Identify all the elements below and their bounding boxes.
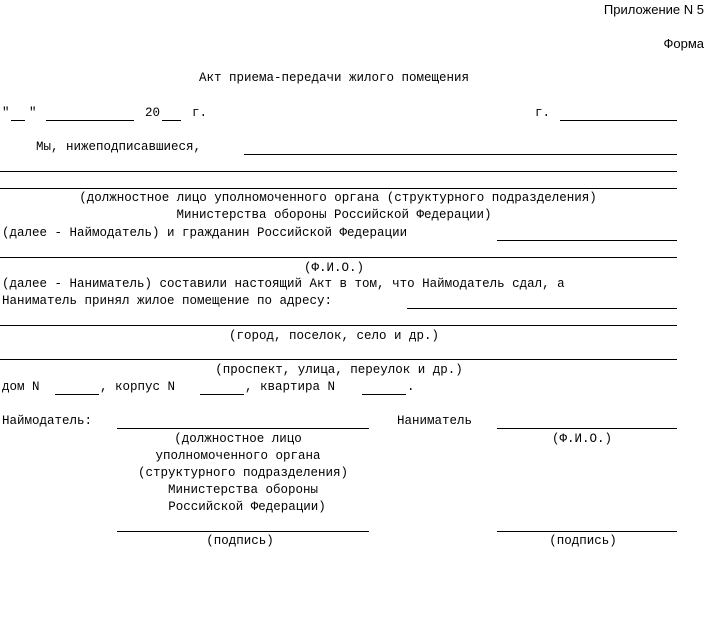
landlord-name-field[interactable] [117, 428, 369, 429]
tenant-signature-caption: (подпись) [549, 534, 617, 548]
landlord-caption-line-2: уполномоченного органа [155, 449, 321, 463]
city-field[interactable] [560, 120, 677, 121]
year-field[interactable] [162, 120, 181, 121]
official-caption-2: Министерства обороны Российской Федерации) [176, 208, 492, 222]
landlord-caption-line-3: (структурного подразделения) [137, 466, 349, 480]
landlord-caption-line-5: Российской Федерации) [168, 500, 326, 514]
official-caption-1: (должностное лицо уполномоченного органа (структурного подразделения) [79, 191, 597, 205]
address-field[interactable] [407, 308, 677, 309]
landlord-label: Наймодатель: [2, 414, 93, 428]
tenant-fio-caption: (Ф.И.О.) [551, 432, 613, 446]
city-caption: (город, поселок, село и др.) [228, 329, 440, 343]
tenant-text-1: (далее - Наниматель) составили настоящий Акт в том, что Наймодатель сдал, а [2, 277, 565, 291]
house-label: дом N [2, 380, 40, 394]
house-line-end: . [407, 380, 415, 394]
tenant-signature-field[interactable] [497, 531, 677, 532]
fio-caption: (Ф.И.О.) [303, 261, 365, 275]
year-suffix: г. [192, 106, 208, 120]
month-field[interactable] [46, 120, 134, 121]
street-caption: (проспект, улица, переулок и др.) [215, 363, 463, 377]
tenant-text-2: Наниматель принял жилое помещение по адресу: [2, 294, 333, 308]
landlord-citizen-text: (далее - Наймодатель) и гражданин Российской Федерации [2, 226, 408, 240]
apartment-number-field[interactable] [362, 394, 406, 395]
appendix-label: Приложение N 5 [603, 2, 704, 17]
tenant-name-field[interactable] [497, 428, 677, 429]
landlord-caption-line-4: Министерства обороны [167, 483, 319, 497]
apartment-label: , квартира N [245, 380, 336, 394]
landlord-signature-field[interactable] [117, 531, 369, 532]
citizen-name-line-2[interactable] [0, 257, 677, 258]
official-name-line-2[interactable] [0, 171, 677, 172]
landlord-signature-caption: (подпись) [206, 534, 274, 548]
day-field[interactable] [11, 120, 25, 121]
date-quote-close: " [29, 106, 37, 120]
house-number-field[interactable] [55, 394, 99, 395]
official-name-field[interactable] [244, 154, 677, 155]
building-number-field[interactable] [200, 394, 244, 395]
official-name-line-3[interactable] [0, 188, 677, 189]
landlord-caption-line-1: (должностное лицо [174, 432, 302, 446]
city-address-line[interactable] [0, 325, 677, 326]
tenant-label: Наниматель [397, 414, 473, 428]
building-label: , корпус N [100, 380, 176, 394]
year-prefix: 20 [145, 106, 161, 120]
citizen-name-field[interactable] [497, 240, 677, 241]
city-prefix: г. [535, 106, 551, 120]
street-address-line[interactable] [0, 359, 677, 360]
form-label: Форма [663, 36, 704, 51]
undersigned-text: Мы, нижеподписавшиеся, [36, 140, 202, 154]
date-quote-open: " [2, 106, 10, 120]
document-title: Акт приема-передачи жилого помещения [198, 71, 470, 85]
